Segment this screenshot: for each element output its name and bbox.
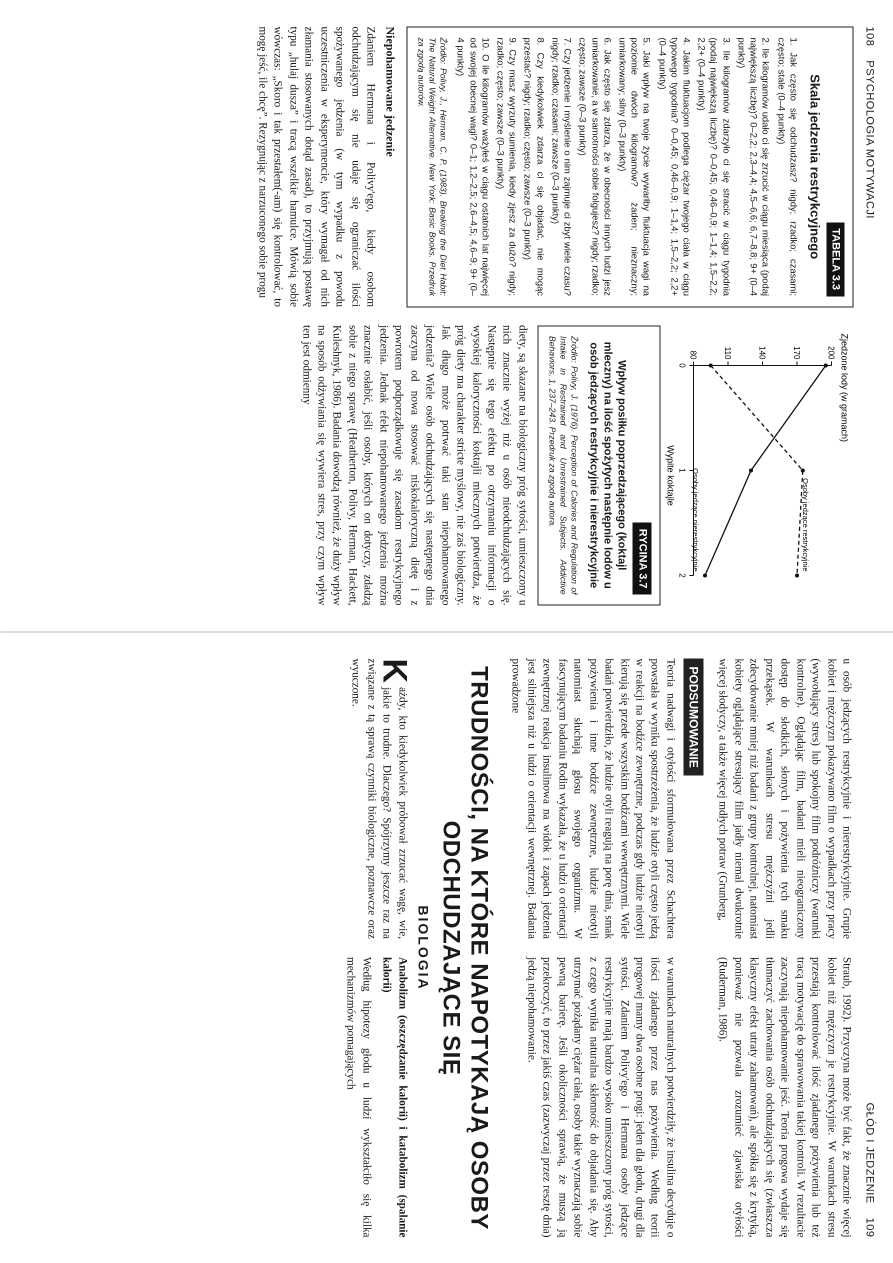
section-title: BIOLOGIA bbox=[414, 904, 431, 991]
x-tick-label: 1 bbox=[677, 467, 686, 472]
table-title: Skala jedzenia restrykcyjnego bbox=[806, 73, 822, 259]
section-text: ażdy, kto kiedykolwiek próbował zrzucać wagę, wie, jakie to trudne. Dlaczego? Spójrzymy jeszcze raz na związane z tą sprawą czynniki biologiczne, poznawcze oraz wyuczone. bbox=[349, 658, 408, 939]
figure-caption: Wpływ posiłku poprzedzającego (koktajl mleczny) na ilość spożytych następnie lodów u osób jedzących restrykcyjnie i nierestrykcyjnie bbox=[586, 341, 628, 589]
table-item: 9. Czy masz wyrzuty sumienia, kiedy zjesz za dużo? nigdy; rzadko; często; zawsze (0–3 punkty) bbox=[495, 37, 519, 296]
right-page-left-column bbox=[709, 658, 853, 939]
y-tick-label: 110 bbox=[722, 345, 732, 359]
data-point bbox=[795, 573, 799, 577]
series-label: Osoby jedzące restrykcyjnie bbox=[800, 477, 810, 571]
running-head-title: PSYCHOLOGIA MOTYWACJI bbox=[863, 59, 875, 219]
figure-tag: RYCINA 3.7 bbox=[632, 522, 650, 594]
x-tick-label: 2 bbox=[677, 572, 686, 577]
right-page-right-column bbox=[709, 957, 853, 1238]
figure-box bbox=[537, 325, 660, 606]
body-text: u osób jedzących restrykcyjnie i nierestrykcyjnie. Grupie kobiet i mężczyzn pokazywano film o wypadkach przy pracy (wywołujący stres) lub spokojny film podróżniczy (warunki kontrolne). Oglądając film, badani mieli nieograniczony dostęp do słodkich, słonych i pożywienia tych smaku przekąsek. W warunkach stresu mężczyźni jedli zdecydowanie mniej niż badani z grupy kontrolnej, natomiast kobiety oglądające stresujący film jadły niemal dwukrotnie więcej słodyczy, a także więcej mdłych potraw (Grunberg, bbox=[716, 658, 852, 939]
table-box bbox=[406, 26, 853, 307]
section-left bbox=[337, 658, 413, 939]
anabolism-heading: Anabolizm (oszczędzanie kalorii) i katabolizm (spalanie kalorii) bbox=[380, 956, 408, 1237]
summary-text: w warunkach naturalnych potwierdziły, że insulina decyduje o ilości zjadanego przez nas pożywienia. Według teorii progowej mamy dwa osobne progi: jeden dla głodu, drugi dla sytości. Zdaniem Polivy'ego i Hermana osoby jedzące restrykcyjnie mają bardzo wysoko umieszczony próg sytości, z czego wynika naturalna skłonność do objadania się. Aby utrzymać pożądany ciężar ciała, osoby takie wyznaczają sobie pewną barierę. Jeśli okoliczności sprawią, że muszą ją przekroczyć, to przez jakiś czas (zazwyczaj przez resztę dnia) jedzą niepohamowanie. bbox=[524, 956, 676, 1237]
y-tick-label: 170 bbox=[791, 345, 801, 359]
table-item: 3. Ile kilogramów zdarzyło ci się stracić w ciągu tygodnia (podaj największą liczbę)? 0–0,45; 0,46–0,9; 1–1,4; 1,5–2,2; 2,2+ (0–4 punkty) bbox=[696, 37, 732, 296]
subheading: Niepohamowane jedzenie bbox=[382, 26, 397, 157]
figure-source: Źródło: Polivy, J. (1976). Perception of Calories and Regulation of Intake in Restrained and Unrestrained Subjects. Addictive Behaviors, 1, 237–243. Przedruk za zgodą autora. bbox=[547, 335, 580, 594]
data-point bbox=[708, 363, 712, 367]
table-item: 10. O ile kilogramów ważyłeś w ciągu ostatnich lat najwięcej od swojej obecnej wagi? 0–1; 1,2–2,5; 2,6–4,5; 4,6–9; 9+ (0–4 punkty) bbox=[455, 37, 491, 296]
running-head-title: GŁÓD I JEDZENIE bbox=[863, 1102, 875, 1204]
left-column bbox=[248, 26, 853, 307]
table-item: 4. Jakim fluktuacjom podlega ciężar twojego ciała w ciągu typowego tygodnia? 0–0,45; 0,46–0,9; 1–1,4; 1,5–2,2; 2,2+ (0–4 punkty) bbox=[656, 37, 693, 296]
body-text-left: Zdaniem Hermana i Polivy'ego, kiedy osobom odchudzającym się nie udaje się ograniczać ilości spożywanego jedzenia (w tym wypadku z powodu uczestniczenia w eksperymencie, który wymagał od nich złamania stosowanych dotąd zasad), to przyjmują postawę typu „hulaj dusza” i tracą wszelkie hamulce. Mówią sobie wówczas: „Skoro i tak przestałem(-am) się kontrolować, to mogę jeść, ile chcę”. Rezygnując z narzuconego sobie progu bbox=[255, 26, 377, 307]
line-chart bbox=[663, 325, 853, 595]
section-right bbox=[337, 957, 409, 1238]
table-item: 6. Jak często się zdarza, że w obecności innych ludzi jesz umiarkowanie, a w samotności sobie folgujesz? nigdy; rzadko; często; zawsze (0–3 punkty) bbox=[577, 37, 613, 296]
table-item: 7. Czy jedzenie i myślenie o nim zajmuje ci zbyt wiele czasu? nigdy; rzadko; czasami; zawsze (0–3 punkty) bbox=[549, 37, 574, 296]
summary-text: Teoria nadwagi i otyłości sformułowana przez Schachtera powstała w wyniku spostrzeżenia, że ludzie otyli często jedzą w reakcji na bodźce zewnętrzne, podczas gdy ludzie nieotyli kierują się przede wszystkim bodźcami wewnętrznymi. Wiele badań potwierdziło, że ludzie otyli reagują na porę dnia, smak pożywienia i inne bodźce zewnętrzne, ludzie nieotyli natomiast słuchają głosu swojego organizmu. W fascynującym badaniu Rodin wykazała, że u ludzi o orientacji zewnętrznej reakcja insulinowa na widok i zapach jedzenia jest silniejsza niż u ludzi o orientacji wewnętrznej. Badania prowadzone bbox=[509, 658, 676, 939]
summary-tag: PODSUMOWANIE bbox=[683, 658, 703, 775]
left-page bbox=[0, 0, 893, 631]
y-axis-label: Zjedzone lody (w gramach) bbox=[839, 332, 849, 442]
body-text-right: diety, są skazane na biologiczny próg sytości, umieszczony u nich znacznie wyżej niż u osób nieodchudzających się. Następnie się tego efektu po otrzymaniu informacji o wysokiej kaloryczności koktajli mlecznych potwierdza, że próg diety ma charakter stricte myślowy, nie zaś biologiczny. Jak długo może potrwać taki stan niepohamowanego jedzenia? Wiele osób odchudzających się następnego dnia zaczyna od nowa stosować niskokaloryczną dietę i z powrotem podporządkowuje się zasadom restrykcyjnego jedzenia. Jednak efekt niepohamowanego jedzenia można znacznie osłabić, jeśli osoby, których on dotyczy, zdadzą sobie z niego sprawę (Heatherton, Polivy, Herman, Hackett, Kuleshnyk, 1986). Badania dowodzą również, że duży wpływ na sposób odżywiania się wywiera stres, przy czym wpływ ten jest odmienny bbox=[299, 324, 528, 605]
data-point bbox=[823, 363, 827, 367]
summary-left bbox=[502, 658, 677, 939]
table-item: 1. Jak często się odchudzasz? nigdy; rzadko; czasami; często; stale (0–4 punkty) bbox=[775, 37, 799, 296]
left-running-head bbox=[863, 26, 875, 605]
section-text: Według hipotezy głodu u ludzi wykształciło się kilka mechanizmów pomagających bbox=[344, 956, 372, 1237]
right-page bbox=[0, 632, 893, 1263]
page-number: 109 bbox=[863, 1217, 875, 1237]
page-number: 108 bbox=[863, 26, 875, 46]
table-source: Źródło: Polivy, J., Herman, C. P. (1983). Breaking the Diet Habit: The Natural Weight Alternative. New York: Basic Books. Przedruk za zgodą autorów. bbox=[415, 37, 449, 296]
right-column bbox=[248, 325, 853, 606]
chapter-title: TRUDNOŚCI, NA KTÓRE NAPOTYKAJĄ OSOBY ODCHUDZAJĄCE SIĘ bbox=[437, 665, 492, 1230]
x-axis-label: Wypite koktajle bbox=[665, 444, 675, 505]
right-running-head bbox=[863, 658, 875, 1237]
y-tick-label: 140 bbox=[757, 345, 766, 359]
table-item: 8. Czy kiedykolwiek zdarza ci się objadać, nie mogąc przestać? nigdy; rzadko; często; zawsze (0–3 punkty) bbox=[522, 37, 546, 296]
y-tick-label: 80 bbox=[688, 349, 697, 359]
x-tick-label: 0 bbox=[677, 362, 686, 367]
table-items bbox=[454, 37, 799, 296]
drop-cap: K bbox=[374, 658, 413, 683]
series-line bbox=[710, 365, 802, 575]
table-tag: TABELA 3.3 bbox=[826, 222, 844, 296]
chart-area bbox=[660, 325, 853, 606]
series-label: Osoby jedzące nierestrykcyjnie bbox=[690, 467, 700, 571]
table-item: 5. Jaki wpływ na twoje życie wywarłby fluktuacja wagi na poziomie dwóch kilogramów? żaden; nieznaczny; umiarkowany; silny (0–3 punkty) bbox=[616, 37, 653, 296]
body-text: Straub, 1992). Przyczyna może być fakt, że znacznie więcej kobiet niż mężczyzn je restrykcyjnie. W warunkach stresu przestają kontrolować ilość zjadanego pożywienia lub też tracą motywację do sprawowania takiej kontroli. W rezultacie zaczynają niepohamowanie jeść. Teoria progowa wydaje się tłumaczyć zachowania osób odchudzających się (zwłaszcza klasyczny efekt utraty zahamowań), ale spółka się z krytyką, ponieważ nie pozwala zrozumieć zjawiska otyłości (Ruderman, 1986). bbox=[716, 956, 852, 1237]
summary-right bbox=[502, 957, 677, 1238]
y-tick-label: 200 bbox=[826, 345, 835, 359]
table-item: 2. Ile kilogramów udało ci się zrzucić w ciągu miesiąca (podaj największą liczbę)? 0–2,2; 2,3–4,4; 4,5–6,6; 6,7–8,8; 9+ (0–4 punkty) bbox=[735, 37, 772, 296]
